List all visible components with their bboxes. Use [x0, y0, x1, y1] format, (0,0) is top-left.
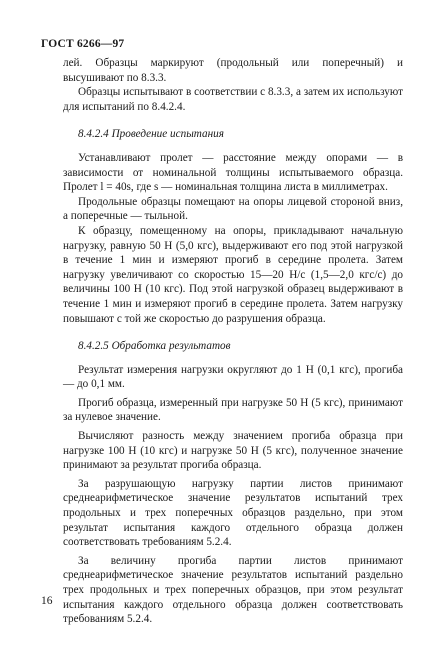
- standard-header: ГОСТ 6266—97: [41, 38, 125, 50]
- paragraph: Устанавливают пролет — расстояние между опорами — в зависимости от номинальной толщины испытываемого образца. Пролет l = 40s, где s — номинальная толщина листа в миллиметрах.: [63, 151, 403, 194]
- paragraph: Вычисляют разность между значением прогиба образца при нагрузке 100 Н (10 кгс) и нагрузке 50 Н (5 кгс), полученное значение принимают за результат прогиба образца.: [63, 430, 403, 472]
- paragraph: К образцу, помещенному на опоры, прикладывают начальную нагрузку, равную 50 Н (5,0 кгс), выдерживают его под этой нагрузкой в течение 1 мин и измеряют прогиб в середине пролета. Затем нагрузку увеличивают со скоростью 15—20 Н/с (1,5—2,0 кгс/с) до величины 100 Н (10 кгс). Под этой нагрузкой образец выдерживают в течение 1 мин и измеряют прогиб в середине пролета. Затем нагрузку повышают с той же скоростью до разрушения образца.: [63, 224, 403, 325]
- paragraph: За разрушающую нагрузку партии листов принимают среднеарифметическое значение результатов испытаний трех продольных и трех поперечных образцов раздельно, при этом результат испытания каждого отдельного образца должен соответствовать требованиям 5.2.4.: [63, 477, 403, 549]
- paragraph: Образцы испытывают в соответствии с 8.3.3, а затем их используют для испытаний по 8.4.2.4.: [63, 86, 403, 113]
- paragraph: Результат измерения нагрузки округляют до 1 Н (0,1 кгс), прогиба — до 0,1 мм.: [63, 363, 403, 391]
- page-content: [63, 56, 403, 627]
- paragraph: Продольные образцы помещают на опоры лицевой стороной вниз, а поперечные — тыльной.: [63, 195, 403, 223]
- paragraph: Прогиб образца, измеренный при нагрузке 50 Н (5 кгс), принимают за нулевое значение.: [63, 396, 403, 424]
- page-number: 16: [41, 595, 53, 607]
- paragraph: За величину прогиба партии листов принимают среднеарифметическое значение результатов испытаний раздельно трех продольных и трех поперечных образцов, при этом результат испытания каждого отдельного образца должен соответствовать требованиям 5.2.4.: [63, 554, 403, 626]
- paragraph-continuation: лей. Образцы маркируют (продольный или поперечный) и высушивают по 8.3.3.: [63, 57, 403, 84]
- section-heading-8-4-2-4: 8.4.2.4 Проведение испытания: [78, 128, 224, 141]
- section-heading-8-4-2-5: 8.4.2.5 Обработка результатов: [78, 340, 231, 353]
